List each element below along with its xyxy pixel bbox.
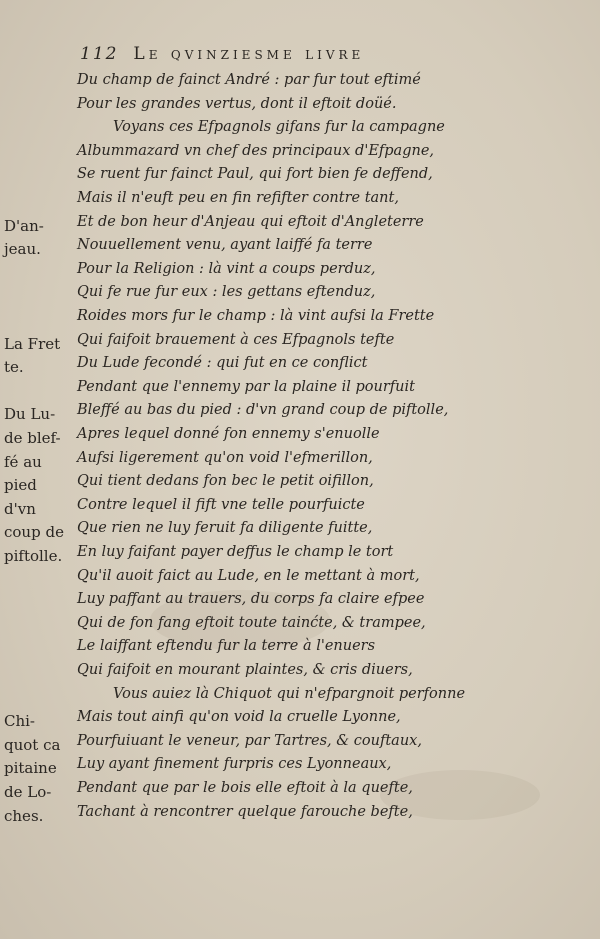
verse-text: Luy paffant au trauers, du corps fa claire efpee xyxy=(77,591,425,608)
verse-text: Pour les grandes vertus, dont il eftoit doüé. xyxy=(77,95,397,112)
verse-line xyxy=(0,190,600,213)
verse-line xyxy=(0,143,600,166)
verse-line xyxy=(0,615,600,638)
verse-text: Qui tient dedans fon bec le petit oifillon, xyxy=(77,473,374,490)
margin-note-line: piftolle. xyxy=(4,547,63,565)
verse-text: Du champ de fainct André : par fur tout eftimé xyxy=(77,72,421,88)
verse-text: Qu'il auoit faict au Lude, en le mettant à mort, xyxy=(77,567,420,584)
verse-text: Roides mors fur le champ : là vint aufsi la Frette xyxy=(77,308,435,324)
margin-note-line: jeau. xyxy=(4,240,41,259)
verse-line xyxy=(0,261,600,284)
margin-note-line: ches. xyxy=(4,806,44,825)
verse-line xyxy=(0,756,600,779)
verse-line xyxy=(0,237,600,260)
verse-line xyxy=(0,591,600,614)
margin-note-line: pitaine xyxy=(4,759,57,778)
margin-note-line: coup de xyxy=(4,523,64,542)
verse-text: Contre lequel il fift vne telle pourfuicte xyxy=(77,496,365,513)
verse-text: Qui fe rue fur eux : les gettans eftenduz, xyxy=(77,284,376,301)
verse-text: Le laiffant eftendu fur la terre à l'enuers xyxy=(77,638,376,655)
verse-line xyxy=(0,308,600,331)
margin-note-line: D'an- xyxy=(4,216,44,235)
verse-text: Du Lude fecondé : qui fut en ce conflict xyxy=(77,355,368,372)
verse-line xyxy=(0,355,600,378)
verse-line xyxy=(0,568,600,591)
margin-note-line: quot ca xyxy=(4,735,61,754)
verse-text: Vous auiez là Chiquot qui n'efpargnoit perfonne xyxy=(113,685,466,702)
margin-note-line: Du Lu- xyxy=(4,405,56,424)
verse-line xyxy=(0,426,600,449)
margin-note-line: de blef- xyxy=(4,429,61,447)
verse-line xyxy=(0,733,600,756)
verse-text: Pourfuiuant le veneur, par Tartres, & couftaux, xyxy=(77,732,422,749)
verse-line xyxy=(0,638,600,661)
verse-line xyxy=(0,284,600,307)
margin-note-line: d'vn xyxy=(4,499,36,518)
verse-line xyxy=(0,473,600,496)
verse-line xyxy=(0,332,600,355)
verse-text: Nouuellement venu, ayant laiffé fa terre xyxy=(77,237,373,254)
verse-line xyxy=(0,520,600,543)
verse-text: Qui faifoit brauement à ces Efpagnols tefte xyxy=(77,331,395,348)
verse-line xyxy=(0,166,600,189)
running-title: Le qvinziesme livre xyxy=(133,44,365,64)
verse-text: Mais il n'euft peu en fin refifter contre tant, xyxy=(77,190,399,206)
margin-note-line: te. xyxy=(4,358,24,377)
verse-line xyxy=(0,96,600,119)
verse-text: Mais tout ainfi qu'on void la cruelle Lyonne, xyxy=(77,709,401,726)
verse-line xyxy=(0,72,600,95)
verse-text: Pendant que l'ennemy par la plaine il pourfuit xyxy=(77,378,415,395)
verse-line xyxy=(0,402,600,425)
verse-line xyxy=(0,544,600,567)
verse-text: Albummazard vn chef des principaux d'Efpagne, xyxy=(77,142,435,159)
verse-text: Se ruent fur fainct Paul, qui fort bien fe deffend, xyxy=(77,166,433,183)
verse-line xyxy=(0,662,600,685)
margin-note-line: pied xyxy=(4,476,37,495)
margin-note-line: La Fret xyxy=(4,334,61,353)
verse-text: En luy faifant payer deffus le champ le tort xyxy=(77,544,394,560)
verse-text: Qui faifoit en mourant plaintes, & cris diuers, xyxy=(77,662,413,678)
page-number: 112 xyxy=(80,44,119,64)
verse-text: Bleffé au bas du pied : d'vn grand coup de piftolle, xyxy=(77,402,449,419)
margin-note-line: de Lo- xyxy=(4,783,52,801)
verse-text: Aufsi ligerement qu'on void l'efmerillon, xyxy=(77,449,373,466)
verse-line xyxy=(0,450,600,473)
verse-line xyxy=(0,804,600,827)
verse-text: Et de bon heur d'Anjeau qui eftoit d'Angleterre xyxy=(77,213,424,230)
verse-line xyxy=(0,119,600,142)
verse-text: Voyans ces Efpagnols gifans fur la campagne xyxy=(113,119,445,136)
verse-line xyxy=(0,214,600,237)
verse-text: Pendant que par le bois elle eftoit à la quefte, xyxy=(77,780,413,796)
margin-note-line: Chi- xyxy=(4,712,36,731)
verse-line xyxy=(0,379,600,402)
running-header xyxy=(80,44,460,64)
verse-line xyxy=(0,709,600,732)
verse-line xyxy=(0,497,600,520)
verse-line xyxy=(0,686,600,709)
verse-line xyxy=(0,780,600,803)
verse-text: Pour la Religion : là vint a coups perduz, xyxy=(77,260,376,277)
verse-text: Luy ayant finement furpris ces Lyonneaux, xyxy=(77,756,392,773)
verse-text: Qui de fon fang eftoit toute tainćte, & trampee, xyxy=(77,614,426,631)
verse-text: Apres lequel donné fon ennemy s'enuolle xyxy=(77,426,380,442)
verse-text: Tachant à rencontrer quelque farouche befte, xyxy=(77,803,413,820)
verse-text: Que rien ne luy feruit fa diligente fuitte, xyxy=(77,520,373,537)
margin-note-line: fé au xyxy=(4,452,42,471)
